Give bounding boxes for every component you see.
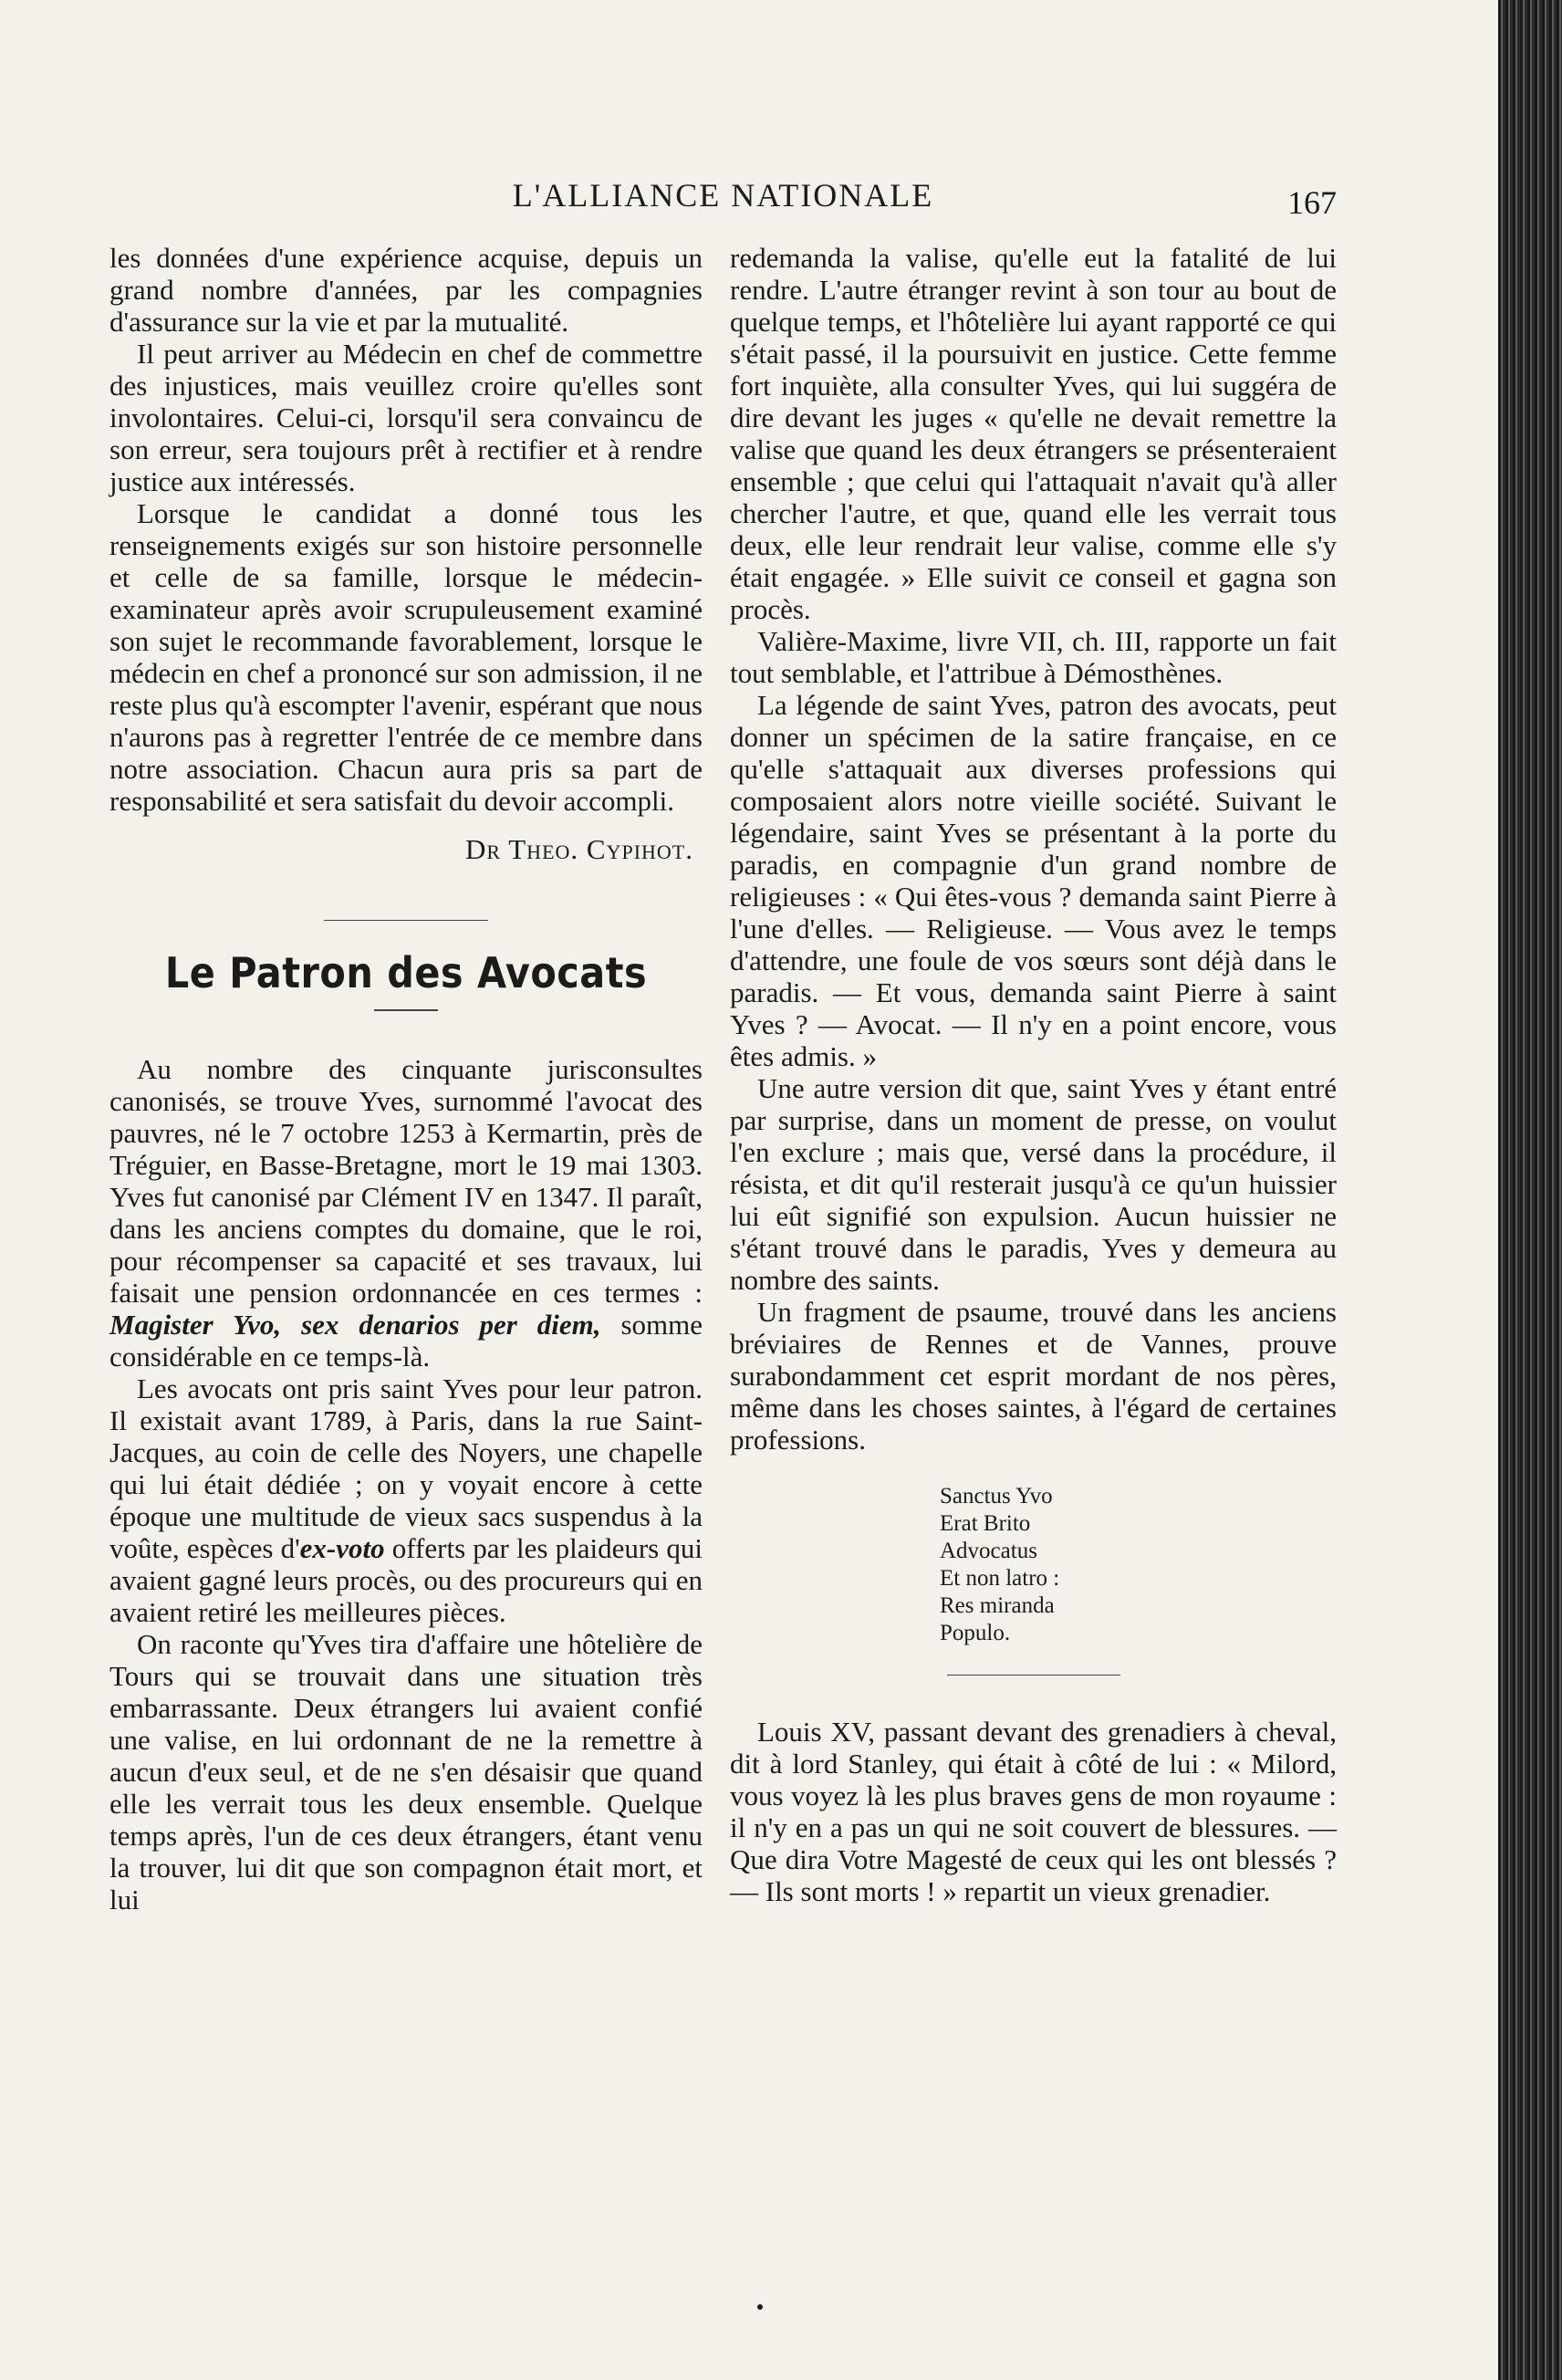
paragraph: Valière-Maxime, livre VII, ch. III, rapporte un fait tout semblable, et l'attribue à Démosthènes. <box>730 625 1337 689</box>
paragraph: redemanda la valise, qu'elle eut la fatalité de lui rendre. L'autre étranger revint à son tour au bout de quelque temps, et l'hôtelière lui ayant rapporté ce qui s'était passé, il la poursuivit en justice. Cette femme fort inquiète, alla consulter Yves, qui lui suggéra de dire devant les juges « qu'elle ne devait remettre la valise que quand les deux étrangers se présenteraient ensemble ; que celui qui l'attaquait n'avait qu'à aller chercher l'autre, et que, quand elle les verrait tous deux, elle leur rendrait leur valise, comme elle s'y était engagée. » Elle suivit ce conseil et gagna son procès. <box>730 242 1337 625</box>
book-edge <box>1498 0 1562 2380</box>
divider <box>374 1009 438 1011</box>
paragraph: Lorsque le candidat a donné tous les renseignements exigés sur son histoire personnelle et celle de sa famille, lorsque le médecin-examinateur après avoir scrupuleusement examiné son sujet le recommande favorablement, lorsque le médecin en chef a prononcé sur son admission, il ne reste plus qu'à escompter l'avenir, espérant que nous n'aurons pas à regretter l'entrée de ce membre dans notre association. Chacun aura pris sa part de responsabilité et sera satisfait du devoir accompli. <box>109 497 703 817</box>
text-run: Les avocats ont pris saint Yves pour leur patron. Il existait avant 1789, à Paris, dans la rue Saint-Jacques, au coin de celle des Noyers, une chapelle qui lui était dédiée ; on y voyait encore à cette époque une multitude de vieux sacs suspendus à la voûte, espèces d' <box>109 1373 703 1564</box>
page-number: 167 <box>1287 184 1337 221</box>
paragraph: Un fragment de psaume, trouvé dans les anciens bréviaires de Rennes et de Vannes, prouve surabondamment cet esprit mordant de nos pères, même dans les choses saintes, à l'égard de certaines professions. <box>730 1296 1337 1456</box>
paragraph: On raconte qu'Yves tira d'affaire une hôtelière de Tours qui se trouvait dans une situation très embarrassante. Deux étrangers lui avaient confié une valise, en lui ordonnant de ne la remettre à aucun d'eux seul, et de ne s'en désaisir que quand elle les verrait tous les deux ensemble. Quelque temps après, l'un de ces deux étrangers, étant venu la trouver, lui dit que son compagnon était mort, et lui <box>109 1628 703 1915</box>
latin-term: ex-voto <box>299 1532 385 1564</box>
right-column <box>730 242 1337 1907</box>
running-head: L'ALLIANCE NATIONALE <box>512 177 934 214</box>
verse-line: Advocatus <box>940 1539 1037 1563</box>
text-run: Au nombre des cinquante jurisconsultes canonisés, se trouve Yves, surnommé l'avocat des pauvres, né le 7 octobre 1253 à Kermartin, près de Tréguier, en Basse-Bretagne, mort le 19 mai 1303. Yves fut canonisé par Clément IV en 1347. Il paraît, dans les anciens comptes du domaine, que le roi, pour récompenser sa capacité et ses travaux, lui faisait une pension ordonnancée en ces termes : <box>109 1053 703 1309</box>
verse-line: Res miranda <box>940 1593 1055 1618</box>
paragraph <box>109 1373 703 1628</box>
paragraph: Une autre version dit que, saint Yves y étant entré par surprise, dans un moment de presse, on voulut l'en exclure ; mais que, versé dans la procédure, il résista, et dit qu'il resterait jusqu'à ce qu'un huissier lui eût signifié son expulsion. Aucun huissier ne s'étant trouvé dans le paradis, Yves y demeura au nombre des saints. <box>730 1072 1337 1296</box>
text-run: offerts par les plaideurs qui avaient gagné leurs procès, ou des procureurs qui en avaient retiré les meilleures pièces. <box>109 1532 703 1628</box>
paragraph: Il peut arriver au Médecin en chef de commettre des injustices, mais veuillez croire qu'elles sont involontaires. Celui-ci, lorsqu'il sera convaincu de son erreur, sera toujours prêt à rectifier et à rendre justice aux intéressés. <box>109 338 703 497</box>
latin-verse <box>940 1483 1337 1647</box>
left-column <box>109 242 703 1915</box>
verse-line: Erat Brito <box>940 1511 1031 1536</box>
verse-line: Et non latro : <box>940 1566 1060 1591</box>
page-header <box>109 176 1337 231</box>
paragraph <box>109 1053 703 1373</box>
paragraph: les données d'une expérience acquise, depuis un grand nombre d'années, par les compagnies d'assurance sur la vie et par la mutualité. <box>109 242 703 338</box>
verse-line: Populo. <box>940 1621 1011 1645</box>
text-run: somme considérable en ce temps-là. <box>109 1309 703 1373</box>
paragraph: La légende de saint Yves, patron des avocats, peut donner un spécimen de la satire française, en ce qu'elle s'attaquait aux diverses professions qui composaient alors notre vieille société. Suivant le légendaire, saint Yves se présentant à la porte du paradis, en compagnie d'un grand nombre de religieuses : « Qui êtes-vous ? demanda saint Pierre à l'une d'elles. — Religieuse. — Vous avez le temps d'attendre, une foule de vos sœurs sont déjà dans le paradis. — Et vous, demanda saint Pierre à saint Yves ? — Avocat. — Il n'y en a point encore, vous êtes admis. » <box>730 689 1337 1072</box>
paragraph: Louis XV, passant devant des grenadiers à cheval, dit à lord Stanley, qui était à côté de lui : « Milord, vous voyez là les plus braves gens de mon royaume : il n'y en a pas un qui ne soit couvert de blessures. — Que dira Votre Magesté de ceux qui les ont blessés ? — Ils sont morts ! » repartit un vieux grenadier. <box>730 1716 1337 1907</box>
print-mark <box>757 2304 763 2310</box>
verse-line: Sanctus Yvo <box>940 1484 1053 1508</box>
latin-quote: Magister Yvo, sex denarios per diem, <box>109 1309 601 1341</box>
author-signature: Dr Theo. Cypihot. <box>465 833 693 865</box>
section-title: Le Patron des Avocats <box>164 948 648 997</box>
divider <box>324 920 488 921</box>
